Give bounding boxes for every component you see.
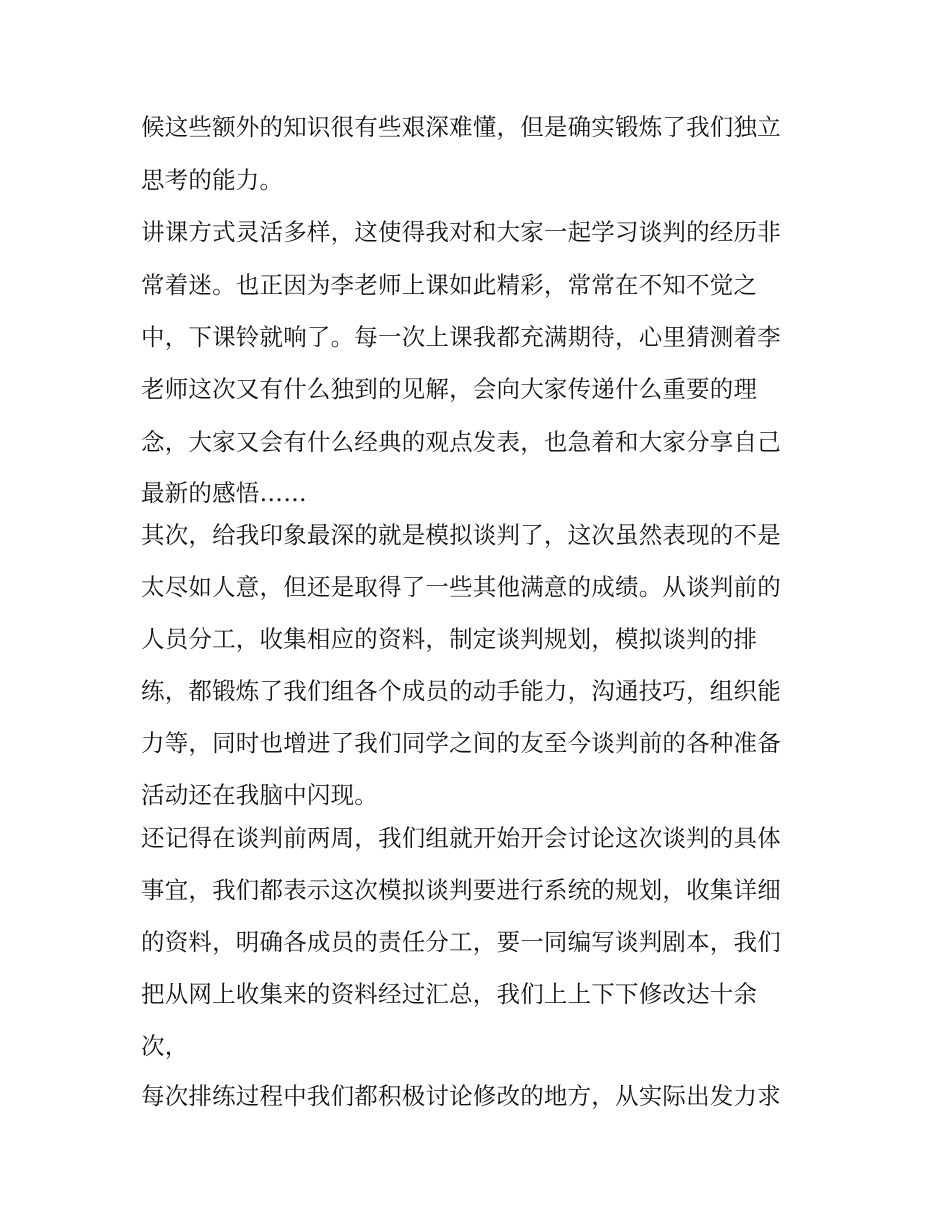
text-line: 练，都锻炼了我们组各个成员的动手能力，沟通技巧，组织能 [141,677,781,705]
text-line: 活动还在我脑中闪现。 [141,781,378,809]
text-line: 太尽如人意，但还是取得了一些其他满意的成绩。从谈判前的 [141,573,781,601]
text-line: 老师这次又有什么独到的见解，会向大家传递什么重要的理 [141,375,758,403]
text-line: 每次排练过程中我们都积极讨论修改的地方，从实际出发力求 [141,1082,781,1110]
text-line: 其次，给我印象最深的就是模拟谈判了，这次虽然表现的不是 [141,521,781,549]
text-line: 还记得在谈判前两周，我们组就开始开会讨论这次谈判的具体 [141,824,781,852]
text-line: 思考的能力。 [141,166,284,194]
text-line: 次， [141,1032,189,1060]
text-line: 事宜，我们都表示这次模拟谈判要进行系统的规划，收集详细 [141,876,781,904]
text-line: 中，下课铃就响了。每一次上课我都充满期待，心里猜测着李 [141,323,781,351]
text-line: 力等，同时也增进了我们同学之间的友至今谈判前的各种准备 [141,729,781,757]
text-line: 的资料，明确各成员的责任分工，要一同编写谈判剧本，我们 [141,928,781,956]
text-line: 讲课方式灵活多样，这使得我对和大家一起学习谈判的经历非 [141,218,781,246]
text-line: 常着迷。也正因为李老师上课如此精彩，常常在不知不觉之 [141,271,758,299]
text-line: 最新的感悟…… [141,479,307,507]
text-line: 念，大家又会有什么经典的观点发表，也急着和大家分享自己 [141,428,781,456]
text-line: 把从网上收集来的资料经过汇总，我们上上下下修改达十余 [141,980,758,1008]
text-line: 候这些额外的知识很有些艰深难懂，但是确实锻炼了我们独立 [141,113,781,141]
text-line: 人员分工，收集相应的资料，制定谈判规划，模拟谈判的排 [141,625,758,653]
